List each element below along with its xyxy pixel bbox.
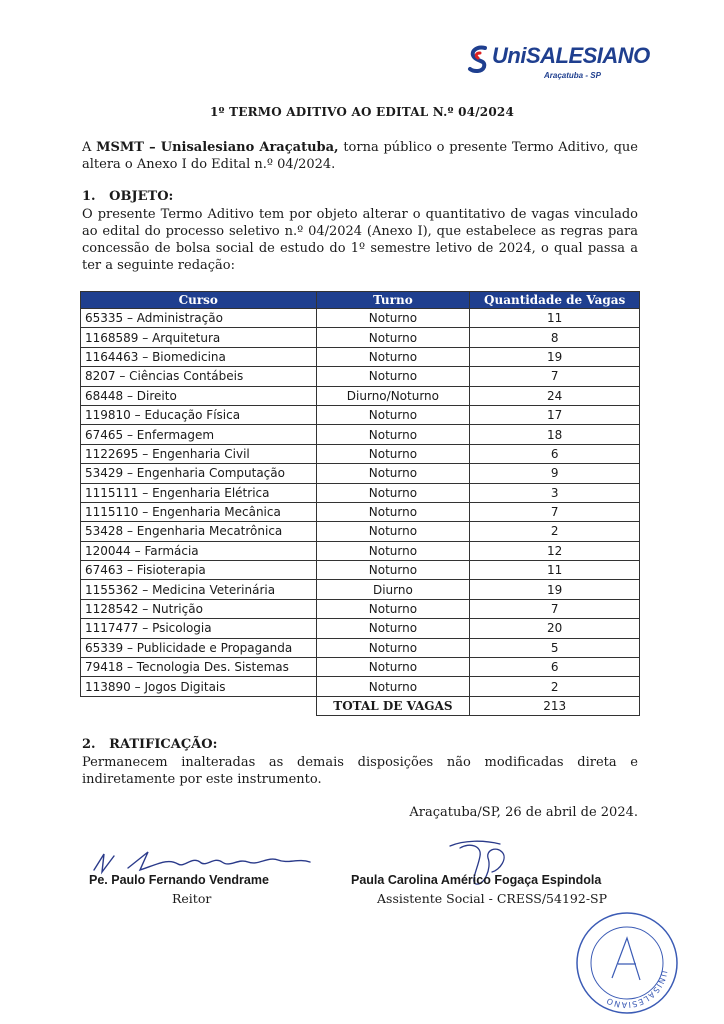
cell-curso: 120044 – Farmácia <box>81 541 317 560</box>
total-value: 213 <box>470 696 640 715</box>
cell-turno: Noturno <box>316 541 470 560</box>
intro-prefix: A <box>82 140 97 155</box>
cell-curso: 1115111 – Engenharia Elétrica <box>81 483 317 502</box>
cell-vagas: 5 <box>470 638 640 657</box>
cell-vagas: 6 <box>470 444 640 463</box>
cell-curso: 8207 – Ciências Contábeis <box>81 367 317 386</box>
table-row <box>81 677 640 696</box>
cell-vagas: 7 <box>470 599 640 618</box>
cell-curso: 53429 – Engenharia Computação <box>81 464 317 483</box>
cell-turno: Noturno <box>316 658 470 677</box>
cell-turno: Noturno <box>316 522 470 541</box>
table-row <box>81 502 640 521</box>
cell-turno: Diurno <box>316 580 470 599</box>
cell-vagas: 7 <box>470 367 640 386</box>
cell-vagas: 19 <box>470 347 640 366</box>
cell-curso: 68448 – Direito <box>81 386 317 405</box>
total-label: TOTAL DE VAGAS <box>316 696 470 715</box>
document-title: 1º TERMO ADITIVO AO EDITAL N.º 04/2024 <box>209 105 515 119</box>
cell-curso: 65335 – Administração <box>81 309 317 328</box>
cell-turno: Noturno <box>316 677 470 696</box>
signature-name-assistente: Paula Carolina Américo Fogaça Espindola <box>351 873 602 887</box>
logo-name: UniSALESIANO <box>492 43 650 68</box>
table-row <box>81 444 640 463</box>
cell-curso: 1117477 – Psicologia <box>81 619 317 638</box>
cell-vagas: 3 <box>470 483 640 502</box>
cell-curso: 79418 – Tecnologia Des. Sistemas <box>81 658 317 677</box>
cell-vagas: 24 <box>470 386 640 405</box>
intro-institution: MSMT – Unisalesiano Araçatuba, <box>96 140 339 155</box>
intro-rest: torna público o presente Termo Aditivo, que altera o Anexo I do Edital n.º 04/2024. <box>82 140 638 172</box>
cell-turno: Noturno <box>316 309 470 328</box>
table-row <box>81 483 640 502</box>
table-row <box>81 328 640 347</box>
cell-turno: Noturno <box>316 638 470 657</box>
cell-vagas: 20 <box>470 619 640 638</box>
table-row <box>81 658 640 677</box>
cell-curso: 113890 – Jogos Digitais <box>81 677 317 696</box>
cell-turno: Noturno <box>316 367 470 386</box>
cell-vagas: 2 <box>470 677 640 696</box>
cell-curso: 119810 – Educação Física <box>81 405 317 424</box>
table-row <box>81 367 640 386</box>
table-row <box>81 405 640 424</box>
logo-location: Araçatuba - SP <box>544 71 601 80</box>
cell-turno: Noturno <box>316 599 470 618</box>
cell-turno: Noturno <box>316 328 470 347</box>
table-row <box>81 425 640 444</box>
logo-swirl-icon <box>466 44 492 74</box>
cell-curso: 1155362 – Medicina Veterinária <box>81 580 317 599</box>
cell-vagas: 6 <box>470 658 640 677</box>
unisalesiano-logo <box>466 40 650 82</box>
cell-turno: Noturno <box>316 619 470 638</box>
cell-curso: 1164463 – Biomedicina <box>81 347 317 366</box>
table-row <box>81 638 640 657</box>
cell-curso: 53428 – Engenharia Mecatrônica <box>81 522 317 541</box>
cell-curso: 1168589 – Arquitetura <box>81 328 317 347</box>
unisalesiano-stamp <box>572 908 682 1018</box>
cell-vagas: 18 <box>470 425 640 444</box>
intro-paragraph <box>82 139 638 173</box>
table-row <box>81 580 640 599</box>
cell-curso: 67465 – Enfermagem <box>81 425 317 444</box>
header-curso: Curso <box>81 292 317 309</box>
cell-turno: Noturno <box>316 347 470 366</box>
signature-role-reitor: Reitor <box>172 891 212 906</box>
cell-turno: Noturno <box>316 405 470 424</box>
stamp-text: UNISALESIANO <box>604 969 669 1010</box>
table-row <box>81 309 640 328</box>
cell-curso: 65339 – Publicidade e Propaganda <box>81 638 317 657</box>
table-header-row <box>81 292 640 309</box>
cell-turno: Noturno <box>316 561 470 580</box>
signature-name-reitor: Pe. Paulo Fernando Vendrame <box>89 873 269 887</box>
signature-role-assistente: Assistente Social - CRESS/54192-SP <box>377 891 608 906</box>
cell-turno: Noturno <box>316 464 470 483</box>
cell-turno: Noturno <box>316 502 470 521</box>
cell-curso: 1128542 – Nutrição <box>81 599 317 618</box>
cell-turno: Diurno/Noturno <box>316 386 470 405</box>
cell-curso: 1122695 – Engenharia Civil <box>81 444 317 463</box>
cell-vagas: 17 <box>470 405 640 424</box>
table-row <box>81 599 640 618</box>
table-row <box>81 561 640 580</box>
objeto-heading: 1. OBJETO: <box>82 189 174 204</box>
cell-vagas: 9 <box>470 464 640 483</box>
cell-turno: Noturno <box>316 425 470 444</box>
vagas-table <box>80 291 640 716</box>
cell-turno: Noturno <box>316 444 470 463</box>
svg-text:UNISALESIANO <box>604 955 669 1018</box>
cell-vagas: 7 <box>470 502 640 521</box>
table-row <box>81 386 640 405</box>
total-row <box>81 696 640 715</box>
table-row <box>81 541 640 560</box>
date-line: Araçatuba/SP, 26 de abril de 2024. <box>409 805 638 820</box>
header-quantidade: Quantidade de Vagas <box>470 292 640 309</box>
objeto-paragraph: O presente Termo Aditivo tem por objeto alterar o quantitativo de vagas vinculado ao edital do processo seletivo n.º 04/2024 (Anexo I), que estabelece as regras para concessão de bolsa social de estudo do 1º semestre letivo de 2024, o qual passa a ter a seguinte redação: <box>82 207 638 273</box>
cell-vagas: 11 <box>470 309 640 328</box>
cell-curso: 67463 – Fisioterapia <box>81 561 317 580</box>
cell-curso: 1115110 – Engenharia Mecânica <box>81 502 317 521</box>
ratificacao-paragraph: Permanecem inalteradas as demais disposições não modificadas direta e indiretamente por este instrumento. <box>82 755 638 787</box>
cell-vagas: 11 <box>470 561 640 580</box>
table-row <box>81 619 640 638</box>
table-row <box>81 347 640 366</box>
cell-turno: Noturno <box>316 483 470 502</box>
ratificacao-heading: 2. RATIFICAÇÃO: <box>82 737 218 752</box>
cell-vagas: 2 <box>470 522 640 541</box>
total-blank-cell <box>81 696 317 715</box>
cell-vagas: 19 <box>470 580 640 599</box>
table-row <box>81 522 640 541</box>
cell-vagas: 8 <box>470 328 640 347</box>
table-row <box>81 464 640 483</box>
cell-vagas: 12 <box>470 541 640 560</box>
header-turno: Turno <box>316 292 470 309</box>
